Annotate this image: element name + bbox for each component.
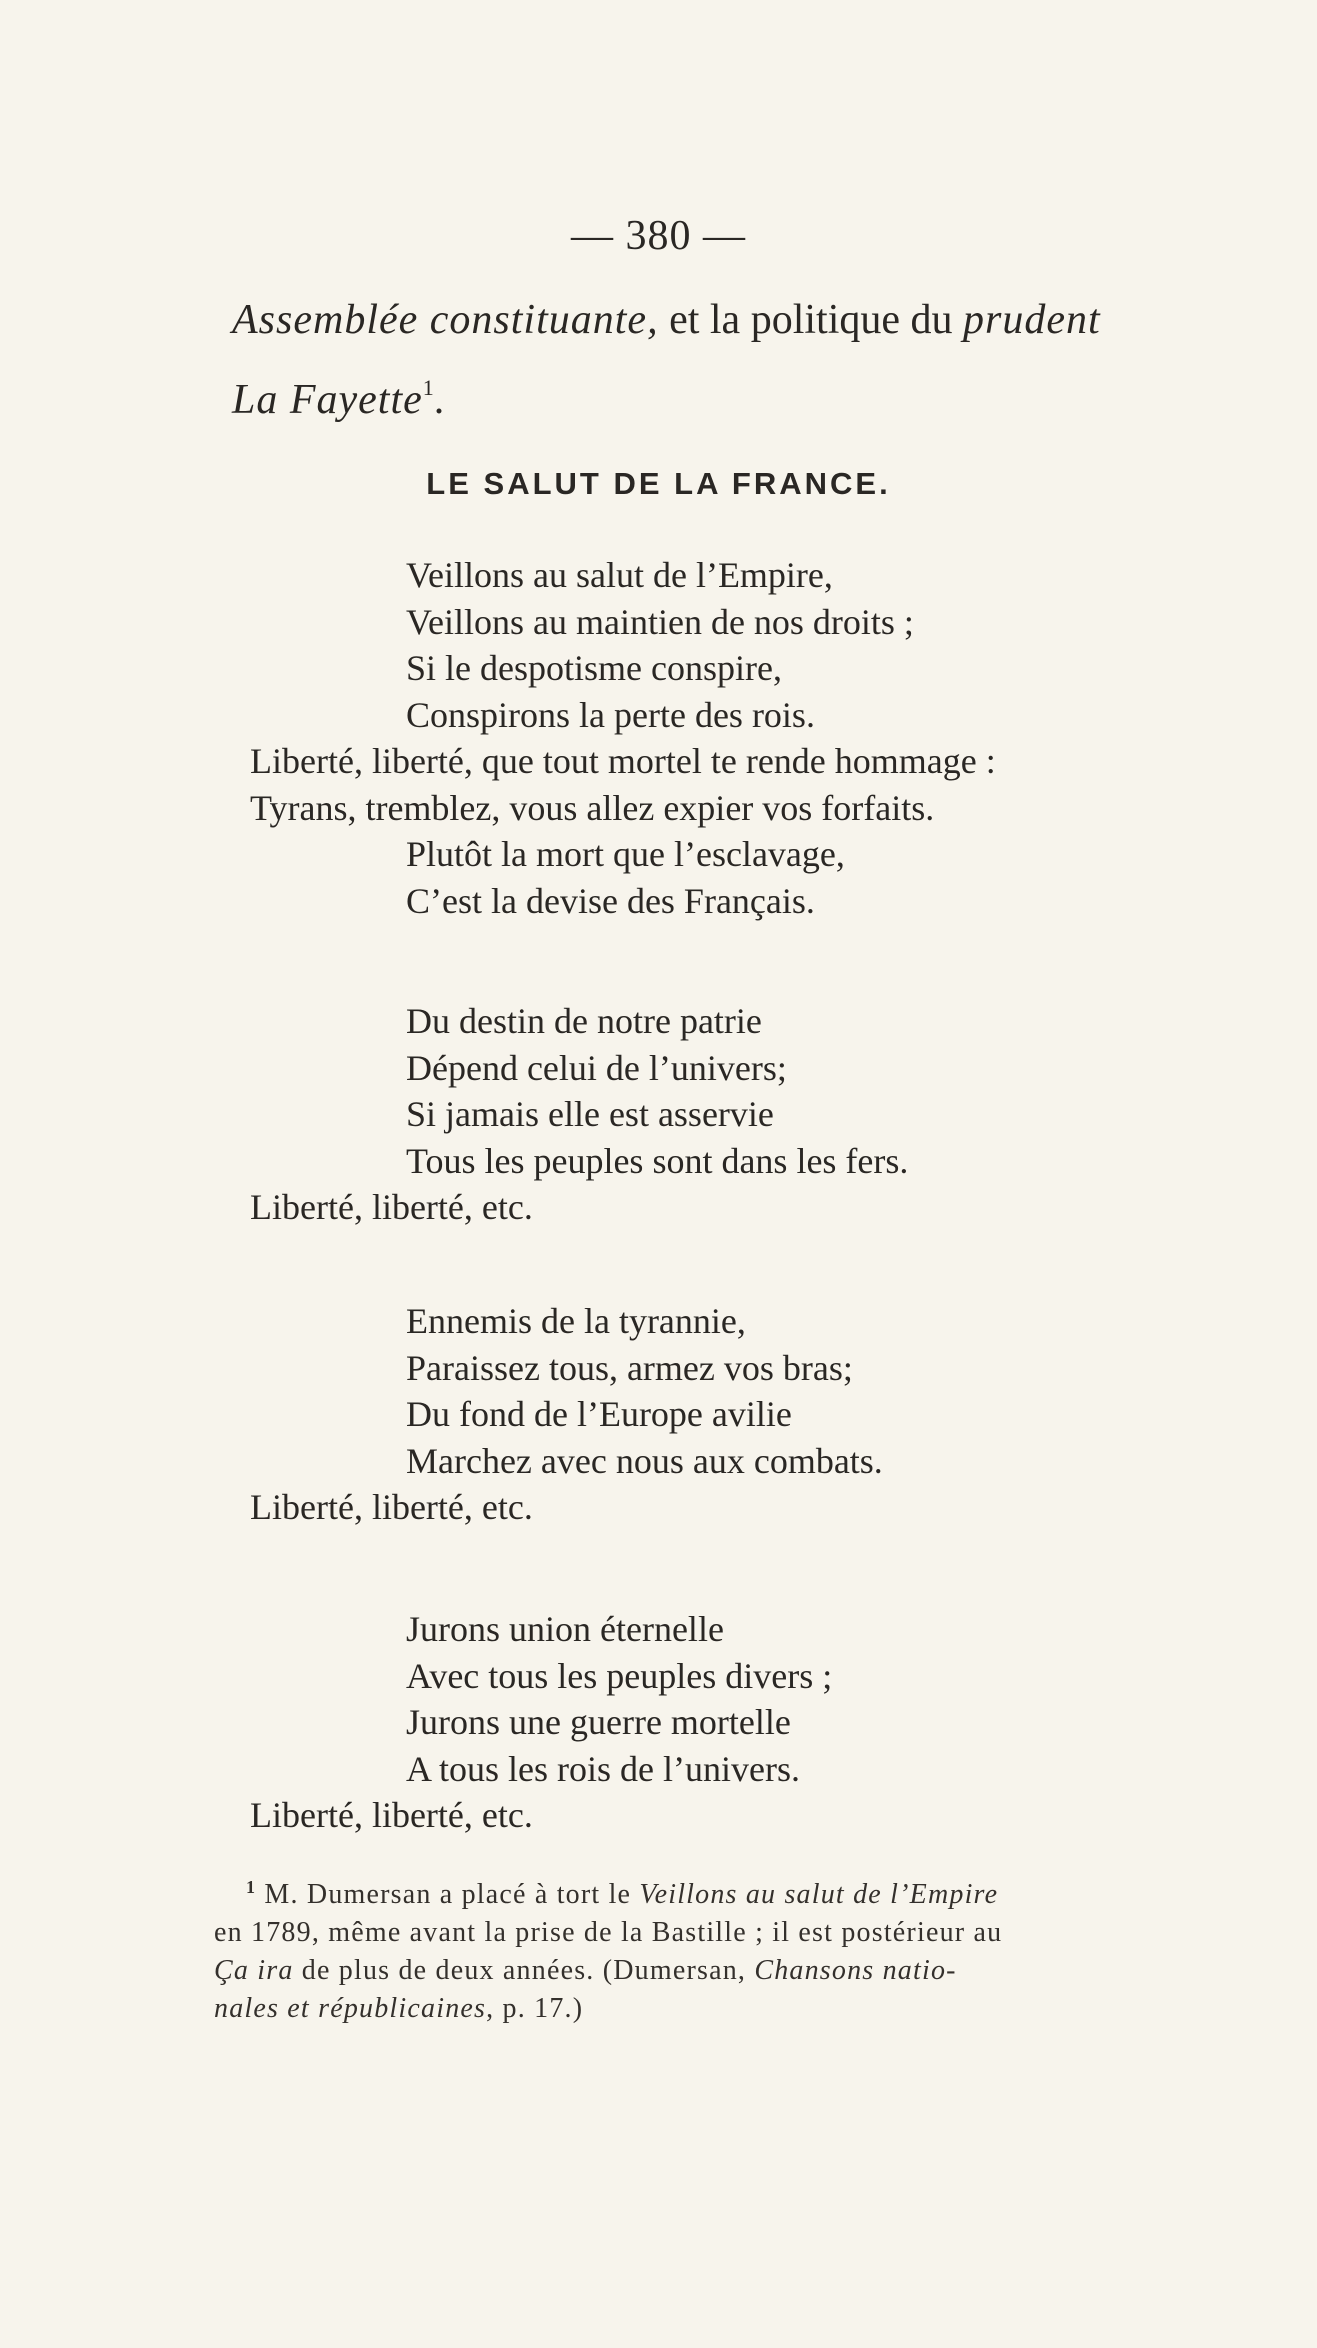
verse-line: Si jamais elle est asservie	[406, 1094, 774, 1134]
refrain-line: Tyrans, tremblez, vous allez expier vos forfaits.	[250, 787, 935, 828]
footnote-line-2: en 1789, même avant la prise de la Bastille ; il est postérieur au	[214, 1917, 1003, 1948]
intro-line-1	[232, 286, 1212, 354]
verse-line: Si le despotisme conspire,	[406, 648, 782, 688]
refrain-line: Liberté, liberté, etc.	[250, 1187, 533, 1227]
intro-paragraph	[232, 286, 1212, 434]
verse-line: Paraissez tous, armez vos bras;	[406, 1347, 853, 1388]
intro-text: et la politique du	[658, 297, 964, 343]
verse-line: Veillons au salut de l’Empire,	[406, 555, 833, 595]
intro-italic-assembly: Assemblée constituante,	[232, 297, 659, 343]
verse-line: Du destin de notre patrie	[406, 1001, 762, 1041]
footnote-marker: 1	[246, 1877, 257, 1897]
footnote-italic: nales et républicaines	[214, 1993, 487, 2024]
verse-line: Conspirons la perte des rois.	[406, 694, 815, 735]
verse-line: C’est la devise des Français.	[406, 880, 815, 921]
stanza-2	[250, 998, 908, 1231]
footnote	[214, 1868, 1184, 2028]
footnote-italic: Chansons natio-	[754, 1955, 957, 1986]
verse-line: Dépend celui de l’univers;	[406, 1047, 787, 1088]
footnote-italic: Veillons au salut de l’Empire	[639, 1879, 999, 1910]
footnote-line-4	[214, 1990, 1184, 2028]
page-number: — 380 —	[571, 213, 746, 259]
refrain-line: Liberté, liberté, etc.	[250, 1487, 533, 1527]
footnote-line-1	[214, 1868, 1184, 1914]
verse-line: Ennemis de la tyrannie,	[406, 1301, 746, 1341]
intro-end: .	[433, 377, 445, 423]
stanza-3	[250, 1298, 883, 1531]
verse-line: Du fond de l’Europe avilie	[406, 1394, 792, 1434]
verse-line: Veillons au maintien de nos droits ;	[406, 601, 914, 642]
refrain-line: Liberté, liberté, que tout mortel te rende hommage :	[250, 741, 996, 781]
song-title: LE SALUT DE LA FRANCE.	[426, 466, 891, 501]
footnote-line-3	[214, 1952, 1184, 1990]
footnote-italic: Ça ira	[214, 1955, 294, 1986]
verse-line: Plutôt la mort que l’esclavage,	[406, 834, 845, 874]
verse-line: Jurons union éternelle	[406, 1609, 724, 1649]
intro-italic-prudent: prudent	[963, 297, 1101, 343]
verse-line: Tous les peuples sont dans les fers.	[406, 1140, 909, 1181]
verse-line: Avec tous les peuples divers ;	[406, 1655, 833, 1696]
verse-line: A tous les rois de l’univers.	[406, 1748, 800, 1789]
footnote-reference[interactable]: 1	[422, 375, 434, 400]
intro-line-2	[232, 354, 1212, 434]
verse-line: Marchez avec nous aux combats.	[406, 1440, 883, 1481]
verse-line: Jurons une guerre mortelle	[406, 1702, 791, 1742]
stanza-4	[250, 1606, 832, 1839]
footnote-text: M. Dumersan a placé à tort le	[264, 1879, 640, 1910]
stanza-1	[250, 552, 996, 924]
footnote-text: de plus de deux années. (Dumersan,	[293, 1955, 755, 1986]
refrain-line: Liberté, liberté, etc.	[250, 1795, 533, 1835]
footnote-text: , p. 17.)	[486, 1993, 584, 2024]
intro-italic-lafayette: La Fayette	[232, 377, 423, 423]
